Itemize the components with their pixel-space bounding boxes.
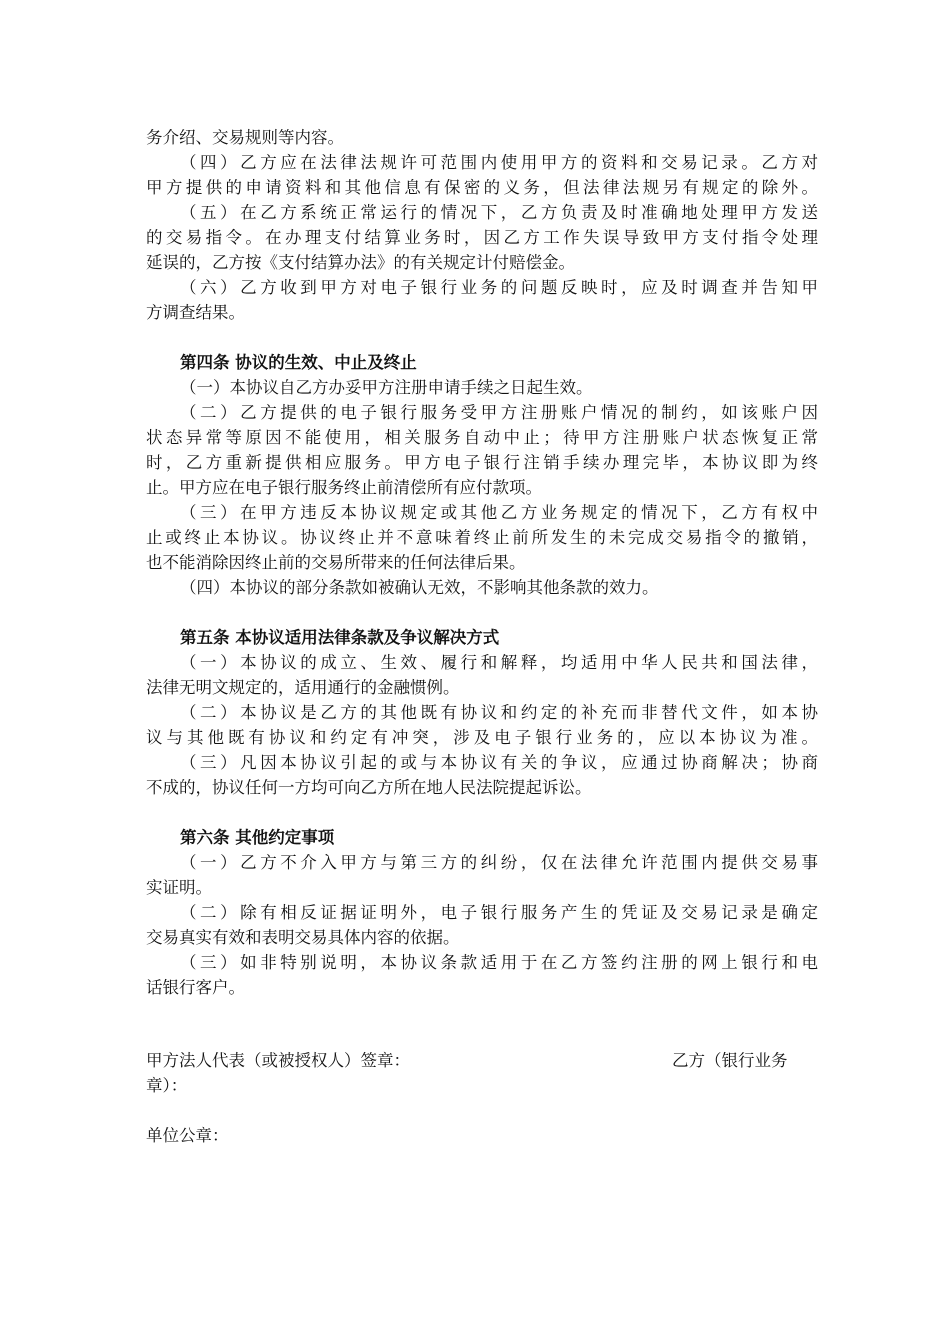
signature-party-b: 乙方（银行业务 (672, 1051, 788, 1070)
text-line: （四）乙方应在法律法规许可范围内使用甲方的资料和交易记录。乙方对 (180, 153, 818, 172)
text-line: 交易真实有效和表明交易具体内容的依据。 (146, 928, 460, 947)
text-line: 也不能消除因终止前的交易所带来的任何法律后果。 (146, 553, 526, 572)
text-line: （三）如非特别说明，本协议条款适用于在乙方签约注册的网上银行和电 (180, 953, 818, 972)
text-line: 实证明。 (146, 878, 212, 897)
text-line: 话银行客户。 (146, 978, 245, 997)
section-heading: 第四条 协议的生效、中止及终止 (180, 353, 417, 372)
text-line: （四）本协议的部分条款如被确认无效，不影响其他条款的效力。 (180, 578, 659, 597)
signature-party-a: 甲方法人代表（或被授权人）签章： (146, 1051, 410, 1070)
text-line: 务介绍、交易规则等内容。 (146, 128, 344, 147)
text-line: （一）乙方不介入甲方与第三方的纠纷，仅在法律允许范围内提供交易事 (180, 853, 818, 872)
text-line: 止。甲方应在电子银行服务终止前清偿所有应付款项。 (146, 478, 542, 497)
text-line: 不成的，协议任何一方均可向乙方所在地人民法院提起诉讼。 (146, 778, 592, 797)
text-line: 议与其他既有协议和约定有冲突，涉及电子银行业务的，应以本协议为准。 (146, 728, 818, 747)
section-heading: 第六条 其他约定事项 (180, 828, 335, 847)
text-line: 法律无明文规定的，适用通行的金融惯例。 (146, 678, 460, 697)
text-line: 延误的，乙方按《支付结算办法》的有关规定计付赔偿金。 (146, 253, 575, 272)
text-line: （一）本协议自乙方办妥甲方注册申请手续之日起生效。 (180, 378, 593, 397)
text-line: （二）除有相反证据证明外，电子银行服务产生的凭证及交易记录是确定 (180, 903, 818, 922)
text-line: （六）乙方收到甲方对电子银行业务的问题反映时，应及时调查并告知甲 (180, 278, 818, 297)
text-line: 时，乙方重新提供相应服务。甲方电子银行注销手续办理完毕，本协议即为终 (146, 453, 818, 472)
company-seal-label: 单位公章： (146, 1126, 229, 1145)
text-line: （三）在甲方违反本协议规定或其他乙方业务规定的情况下，乙方有权中 (180, 503, 818, 522)
text-line: （五）在乙方系统正常运行的情况下，乙方负责及时准确地处理甲方发送 (180, 203, 818, 222)
text-line: 状态异常等原因不能使用，相关服务自动中止；待甲方注册账户状态恢复正常 (146, 428, 818, 447)
text-line: （三）凡因本协议引起的或与本协议有关的争议，应通过协商解决；协商 (180, 753, 818, 772)
section-heading: 第五条 本协议适用法律条款及争议解决方式 (180, 628, 500, 647)
text-line: （一）本协议的成立、生效、履行和解释，均适用中华人民共和国法律， (180, 653, 818, 672)
signature-continuation: 章）： (146, 1076, 188, 1095)
text-line: 止或终止本协议。协议终止并不意味着终止前所发生的未完成交易指令的撤销， (146, 528, 818, 547)
text-line: 方调查结果。 (146, 303, 245, 322)
text-line: （二）本协议是乙方的其他既有协议和约定的补充而非替代文件，如本协 (180, 703, 818, 722)
text-line: （二）乙方提供的电子银行服务受甲方注册账户情况的制约，如该账户因 (180, 403, 818, 422)
text-line: 的交易指令。在办理支付结算业务时，因乙方工作失误导致甲方支付指令处理 (146, 228, 818, 247)
text-line: 甲方提供的申请资料和其他信息有保密的义务，但法律法规另有规定的除外。 (146, 178, 818, 197)
